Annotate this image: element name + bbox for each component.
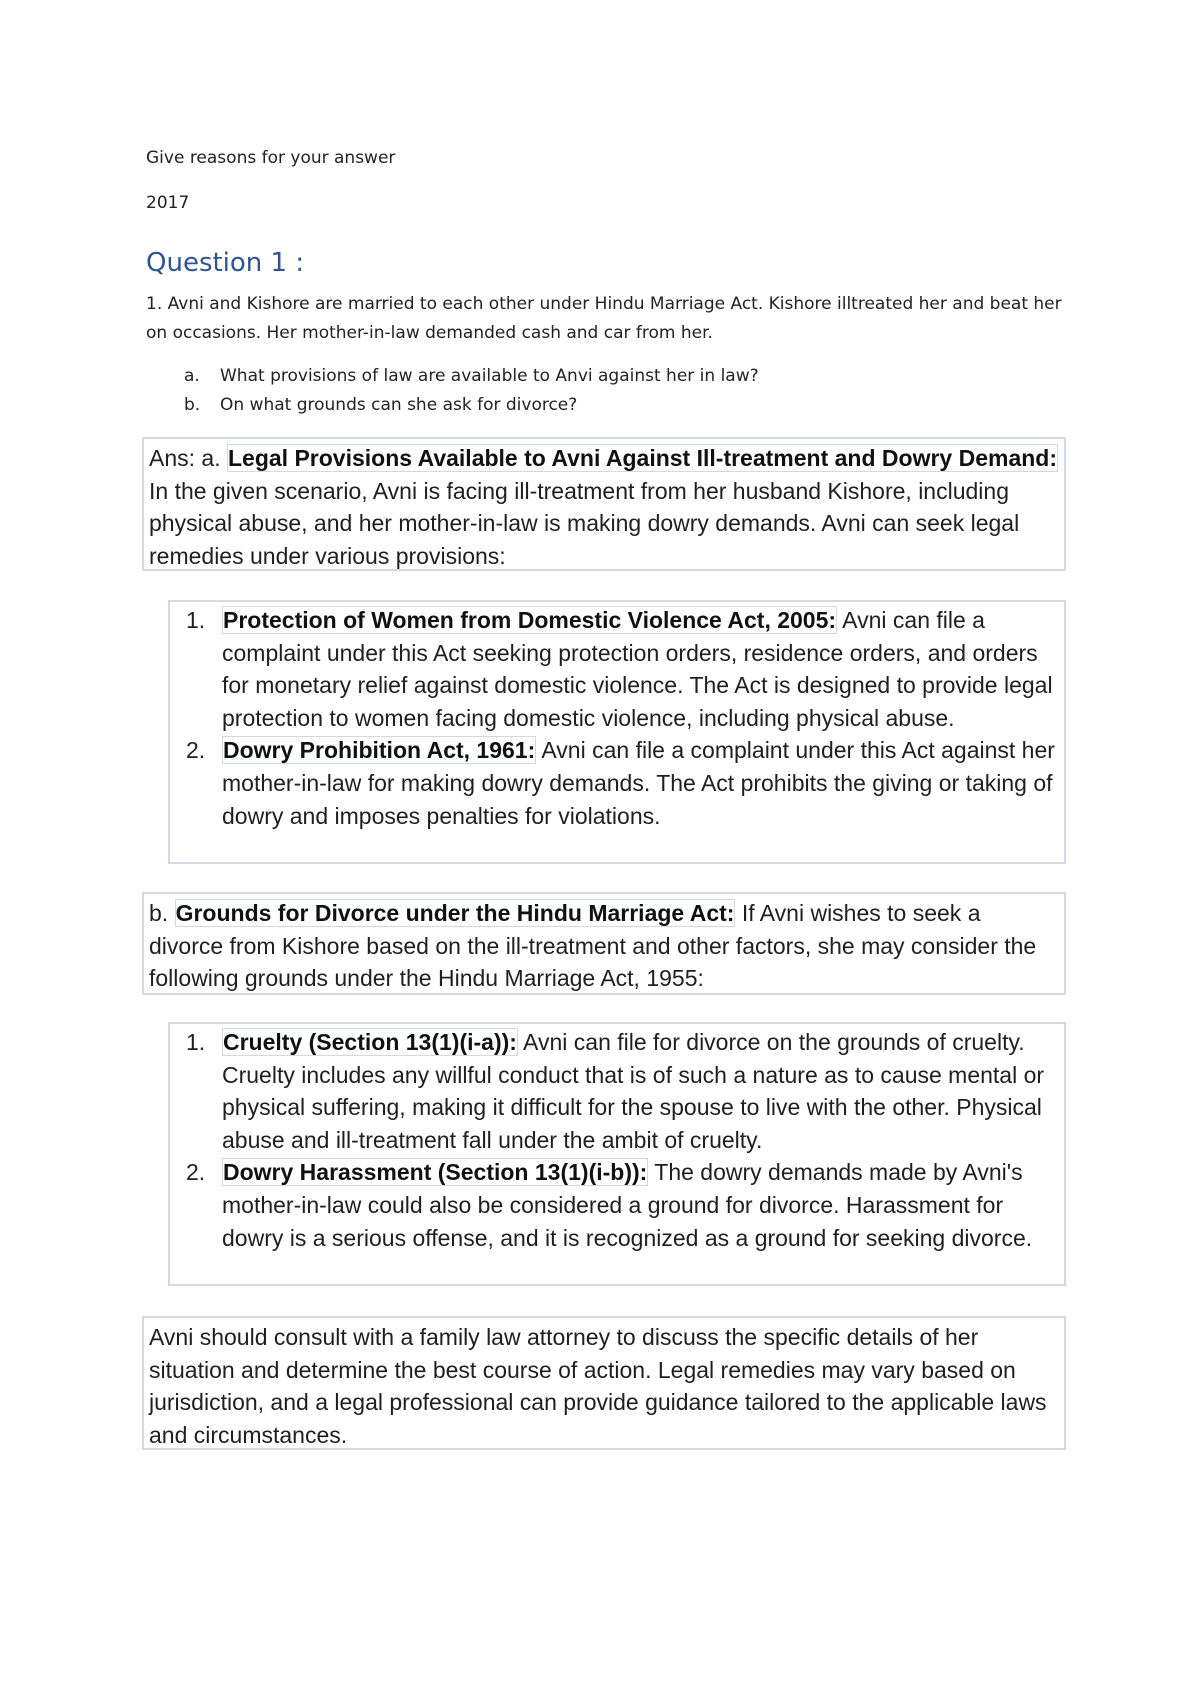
answer-b-body: If Avni wishes to seek a divorce from Kishore based on the ill-treatment and other factors, she may consider the following grounds under the Hindu Marriage Act, 1955: <box>149 900 1037 992</box>
sub-question-text: What provisions of law are available to Anvi against her in law? <box>220 366 759 386</box>
sub-question-text: On what grounds can she ask for divorce? <box>220 395 578 415</box>
list-item <box>174 734 1060 832</box>
list-item-title: Dowry Harassment (Section 13(1)(i-b)): <box>223 1159 648 1186</box>
conclusion-block: Avni should consult with a family law attorney to discuss the specific details of her situation and determine the best course of action. Legal remedies may vary based on jurisdiction, and a legal professional can provide guidance tailored to the applicable laws and circumstances. <box>142 1316 1066 1450</box>
list-item-text: Avni can file a complaint under this Act seeking protection orders, residence orders, and orders for monetary relief against domestic violence. The Act is designed to provide legal protection to women facing domestic violence, including physical abuse. <box>222 607 1053 731</box>
answer-a-list <box>168 600 1066 864</box>
list-number: 1. <box>186 607 206 633</box>
question-heading: Question 1 : <box>146 248 305 278</box>
instruction-text: Give reasons for your answer <box>146 148 396 168</box>
list-item <box>174 1156 1060 1254</box>
list-item-title: Dowry Prohibition Act, 1961: <box>223 737 536 764</box>
answer-b-block <box>142 892 1066 995</box>
year-label: 2017 <box>146 193 190 213</box>
sub-question-marker: b. <box>184 395 201 415</box>
list-item <box>174 1026 1060 1156</box>
list-item-title: Cruelty (Section 13(1)(i-a)): <box>223 1029 517 1055</box>
list-item-title: Protection of Women from Domestic Violence Act, 2005: <box>223 607 837 633</box>
list-number: 1. <box>186 1029 206 1055</box>
answer-b-heading: Grounds for Divorce under the Hindu Marriage Act: <box>175 900 735 926</box>
list-item <box>174 604 1060 734</box>
answer-b-prefix: b. <box>149 900 175 926</box>
sub-question-marker: a. <box>184 366 200 386</box>
answer-a-body: In the given scenario, Avni is facing ill-treatment from her husband Kishore, including physical abuse, and her mother-in-law is making dowry demands. Avni can seek legal remedies under various provisions: <box>149 477 1020 569</box>
answer-a-prefix: Ans: a. <box>149 445 227 471</box>
list-number: 2. <box>186 1159 206 1186</box>
list-item-text: Avni can file for divorce on the grounds of cruelty. Cruelty includes any willful conduct that is of such a nature as to cause mental or physical suffering, making it difficult for the spouse to live with the other. Physical abuse and ill-treatment fall under the ambit of cruelty. <box>222 1029 1045 1153</box>
answer-a-block <box>142 437 1066 571</box>
list-number: 2. <box>186 737 206 764</box>
question-text: 1. Avni and Kishore are married to each other under Hindu Marriage Act. Kishore illtreated her and beat her on occasions. Her mother-in-law demanded cash and car from her. <box>146 294 1062 343</box>
answer-b-list <box>168 1022 1066 1286</box>
list-item-text: Avni can file a complaint under this Act against her mother-in-law for making dowry demands. The Act prohibits the giving or taking of dowry and imposes penalties for violations. <box>222 737 1055 829</box>
list-item-text: The dowry demands made by Avni's mother-in-law could also be considered a ground for divorce. Harassment for dowry is a serious offense, and it is recognized as a ground for seeking divorce. <box>222 1159 1033 1251</box>
answer-a-heading: Legal Provisions Available to Avni Against Ill-treatment and Dowry Demand: <box>227 445 1057 471</box>
